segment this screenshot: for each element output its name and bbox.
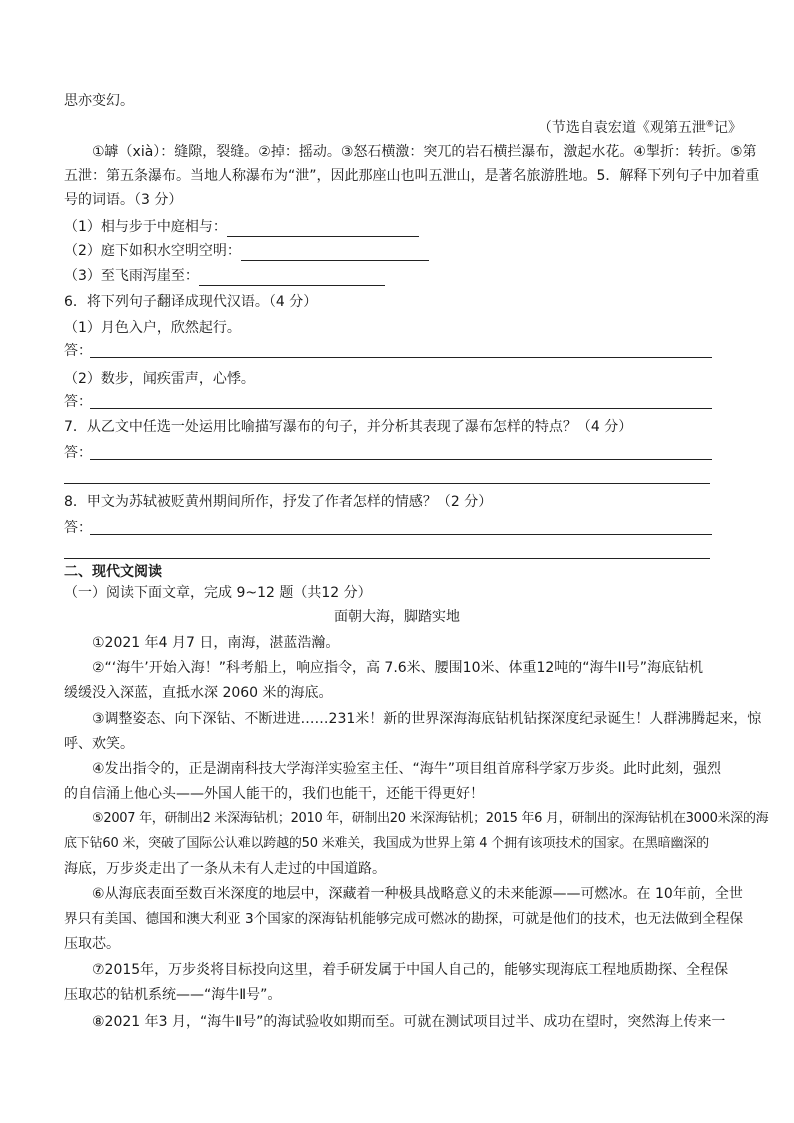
q6-item-1: （1）月色入户，欣然起行。 <box>64 320 241 336</box>
source-text-end: 记》 <box>714 120 742 136</box>
paragraph-line: 压取芯的钻机系统——“海牛Ⅱ号”。 <box>64 987 282 1003</box>
paragraph-line: ①2021 年4 月7 日，南海，湛蓝浩瀚。 <box>92 635 340 651</box>
answer-line[interactable] <box>64 558 710 559</box>
paragraph-line: ②“‘海牛’开始入海！”科考船上，响应指令，高 7.6米、腰围10米、体重12吨的“海牛II号”海底钻机 <box>92 660 704 676</box>
paragraph-line: ⑥从海底表面至数百米深度的地层中，深藏着一种极具战略意义的未来能源——可燃冰。在 10年前，全世 <box>92 886 743 902</box>
paragraph-line: 缓缓没入深蓝，直抵水深 2060 米的海底。 <box>64 685 333 701</box>
paragraph-line: ④发出指令的，正是湖南科技大学海洋实验室主任、“海牛”项目组首席科学家万步炎。此时此刻，强烈 <box>92 761 722 777</box>
answer-label: 答： <box>64 520 92 536</box>
paragraph-line: ⑦2015年，万步炎将目标投向这里，着手研发属于中国人自己的，能够实现海底工程地质勘探、全程保 <box>92 962 729 978</box>
paragraph-line: 底下钻60 米，突破了国际公认难以跨越的50 米难关，我国成为世界上第 4 个拥有该项技术的国家。在黑暗幽深的 <box>64 836 709 851</box>
answer-blank[interactable] <box>227 222 419 237</box>
answer-label: 答： <box>64 394 92 410</box>
section-title: 二、现代文阅读 <box>64 564 162 580</box>
reading-instruction: （一）阅读下面文章，完成 9~12 题（共12 分） <box>64 585 372 601</box>
note-line: ①罅（xià）：缝隙，裂缝。②掉：摇动。③怒石横激：突兀的岩石横拦瀑布，激起水花。④掣折：转折。⑤第 <box>92 144 757 160</box>
q5-item-2 <box>64 241 429 261</box>
q5-item-text: （1）相与步于中庭相与： <box>64 219 227 235</box>
answer-line[interactable] <box>90 534 712 535</box>
answer-blank[interactable] <box>241 246 429 261</box>
paragraph-line: ③调整姿态、向下深钻、不断进进……231米！新的世界深海海底钻机钻探深度纪录诞生！人群沸腾起来，惊 <box>92 711 762 727</box>
q5-item-3 <box>64 266 385 286</box>
source-footnote-mark: ⑥ <box>705 119 714 130</box>
article-title: 面朝大海，脚踏实地 <box>334 609 460 625</box>
source-text: （节选自袁宏道《观第五泄 <box>537 120 706 136</box>
answer-line[interactable] <box>90 459 712 460</box>
q6-item-2: （2）数步，闻疾雷声，心悸。 <box>64 371 255 387</box>
paragraph-line: ⑤2007 年，研制出2 米深海钻机；2010 年，研制出20 米深海钻机；2015 年6 月，研制出的深海钻机在3000米深的海 <box>92 811 769 826</box>
q5-item-1 <box>64 217 419 237</box>
paragraph-line: 呼、欢笑。 <box>64 736 134 752</box>
paragraph-line: ⑧2021 年3 月，“海牛Ⅱ号”的海试验收如期而至。可就在测试项目过半、成功在望时，突然海上传来一 <box>92 1014 726 1030</box>
paragraph-line: 海底，万步炎走出了一条从未有人走过的中国道路。 <box>64 861 386 877</box>
answer-label: 答： <box>64 445 92 461</box>
answer-label: 答： <box>64 343 92 359</box>
paragraph-line: 的自信涌上他心头——外国人能干的，我们也能干，还能干得更好！ <box>64 786 484 802</box>
q7-title: 7．从乙文中任选一处运用比喻描写瀑布的句子，并分析其表现了瀑布怎样的特点？（4 分） <box>64 419 633 435</box>
answer-blank[interactable] <box>199 271 385 286</box>
paragraph-line: 界只有美国、德国和澳大利亚 3个国家的深海钻机能够完成可燃冰的勘探，可就是他们的技术，也无法做到全程保 <box>64 911 744 927</box>
paragraph-line: 压取芯。 <box>64 936 120 952</box>
answer-line[interactable] <box>90 357 712 358</box>
q8-title: 8．甲文为苏轼被贬黄州期间所作，抒发了作者怎样的情感？（2 分） <box>64 494 493 510</box>
answer-line[interactable] <box>64 483 710 484</box>
note-line: 五泄：第五条瀑布。当地人称瀑布为“泄”，因此那座山也叫五泄山，是著名旅游胜地。5．解释下列句子中加着重 <box>64 168 760 184</box>
answer-line[interactable] <box>90 408 712 409</box>
source-citation <box>538 118 742 138</box>
note-line: 号的词语。（3 分） <box>64 192 183 208</box>
carry-over-line: 思亦变幻。 <box>64 93 134 109</box>
q5-item-text: （2）庭下如积水空明空明： <box>64 243 241 259</box>
q5-item-text: （3）至飞雨泻崖至： <box>64 268 199 284</box>
q6-title: 6．将下列句子翻译成现代汉语。（4 分） <box>64 294 318 310</box>
